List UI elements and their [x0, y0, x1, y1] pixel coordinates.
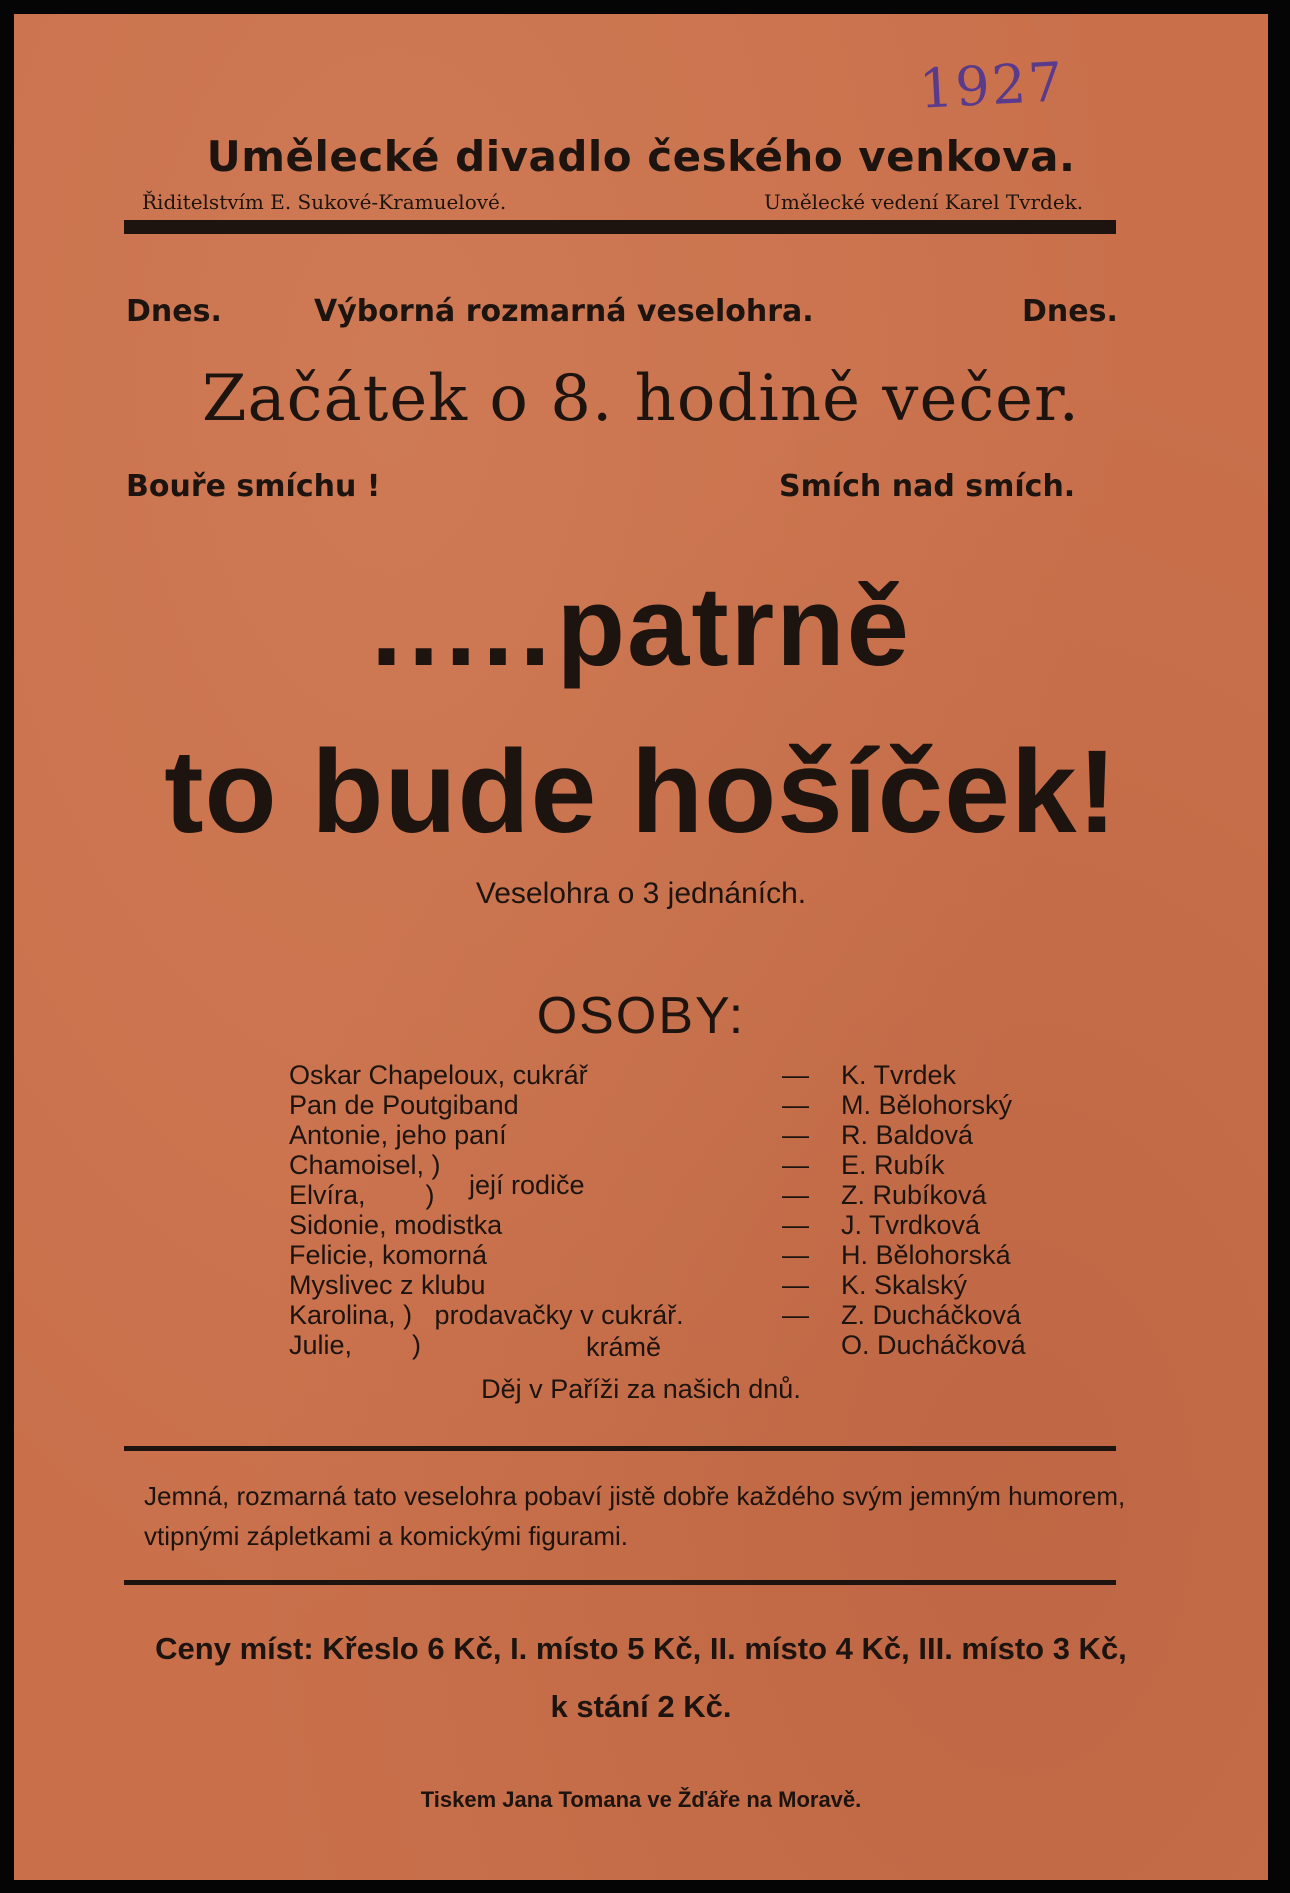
printer-credit: Tiskem Jana Tomana ve Žďáře na Moravě. [420, 1787, 862, 1812]
cast-role: Chamoisel, ) [289, 1150, 441, 1180]
cast-row [289, 1180, 1069, 1210]
cast-row [289, 1060, 1069, 1090]
parents-note: její rodiče [469, 1170, 585, 1200]
cast-actor: Z. Rubíková [841, 1180, 987, 1210]
cast-dash: — [782, 1300, 809, 1330]
cast-dash: — [782, 1060, 809, 1090]
cast-dash: — [782, 1120, 809, 1150]
prices-line-1: Ceny míst: Křeslo 6 Kč, I. místo 5 Kč, II. místo 4 Kč, III. místo 3 Kč, [155, 1631, 1127, 1666]
cast-actor: E. Rubík [841, 1150, 945, 1180]
slogan-left: Bouře smíchu ! [126, 469, 381, 504]
today-left: Dnes. [126, 294, 222, 329]
cast-actor: K. Skalský [841, 1270, 968, 1300]
cast-row [289, 1330, 1069, 1360]
handwritten-year: 1927 [917, 50, 1066, 121]
today-right: Dnes. [1022, 294, 1118, 329]
start-time: Začátek o 8. hodině večer. [202, 362, 1080, 436]
cast-dash: — [782, 1240, 809, 1270]
cast-actor: M. Bělohorský [841, 1090, 1013, 1120]
cast-role: Oskar Chapeloux, cukrář [289, 1060, 588, 1090]
divider-upper [124, 1446, 1116, 1451]
cast-role: Antonie, jeho paní [289, 1120, 507, 1150]
cast-dash: — [782, 1270, 809, 1300]
slogan-right: Smích nad smích. [779, 469, 1076, 504]
cast-row [289, 1270, 1069, 1300]
cast-dash: — [782, 1210, 809, 1240]
cast-role: Myslivec z klubu [289, 1270, 486, 1300]
ticket-prices [14, 1620, 1268, 1736]
cast-row [289, 1150, 1069, 1180]
playbill-poster [14, 14, 1268, 1880]
cast-actor: H. Bělohorská [841, 1240, 1011, 1270]
title-word: patrně [556, 564, 911, 689]
header-divider [124, 220, 1116, 234]
theatre-name: Umělecké divadlo českého venkova. [206, 132, 1076, 181]
management-director: Řiditelstvím E. Sukové-Kramuelové. [142, 190, 507, 214]
shop-note: krámě [586, 1332, 662, 1362]
divider-lower [124, 1580, 1116, 1585]
tagline: Výborná rozmarná veselohra. [314, 294, 814, 329]
play-description: Jemná, rozmarná tato veselohra pobaví jistě dobře každého svým jemným humorem, vtipnými zápletkami a komickými figurami. [144, 1481, 1126, 1551]
cast-actor: J. Tvrdková [841, 1210, 981, 1240]
cast-role: Julie, ) [289, 1330, 422, 1360]
cast-actor: R. Baldová [841, 1120, 974, 1150]
cast-actor: K. Tvrdek [841, 1060, 957, 1090]
cast-row [289, 1300, 1069, 1330]
cast-role: Elvíra, ) [289, 1180, 435, 1210]
cast-dash: — [782, 1090, 809, 1120]
cast-actor: O. Ducháčková [841, 1330, 1026, 1360]
cast-dash: — [782, 1150, 809, 1180]
artistic-director: Umělecké vedení Karel Tvrdek. [764, 190, 1084, 214]
prices-line-2: k stání 2 Kč. [550, 1689, 732, 1724]
cast-dash: — [782, 1180, 809, 1210]
cast-actor: Z. Ducháčková [841, 1300, 1022, 1330]
play-title-line2: to bude hošíček! [164, 726, 1118, 858]
title-dots: ..... [371, 564, 557, 689]
play-title-line1 [14, 562, 1268, 691]
play-setting: Děj v Paříži za našich dnů. [481, 1374, 801, 1404]
cast-list [289, 1060, 1069, 1360]
cast-row [289, 1210, 1069, 1240]
cast-row [289, 1120, 1069, 1150]
cast-role: Felicie, komorná [289, 1240, 488, 1270]
cast-heading: OSOBY: [536, 987, 746, 1045]
cast-row [289, 1240, 1069, 1270]
cast-role: Sidonie, modistka [289, 1210, 503, 1240]
cast-role: Karolina, ) prodavačky v cukrář. [289, 1300, 684, 1330]
cast-row [289, 1090, 1069, 1120]
cast-role: Pan de Poutgiband [289, 1090, 519, 1120]
play-genre: Veselohra o 3 jednáních. [475, 877, 807, 910]
